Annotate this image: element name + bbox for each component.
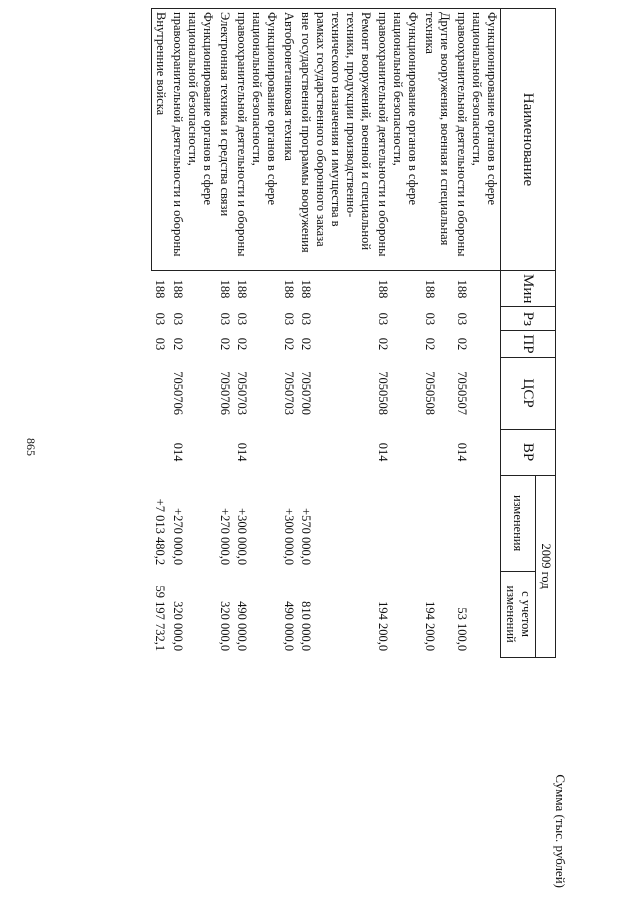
table-row [421,9,453,658]
header-with-changes: с учетом изменений [501,571,536,657]
cell-csr: 7050508 [423,371,437,415]
budget-table [151,8,556,658]
header-rz: Рз [501,307,556,331]
cell-pr: 02 [455,337,469,351]
cell-pr: 03 [153,337,168,351]
cell-total: 320 000,0 [171,601,185,652]
table-row [233,9,280,658]
units-caption: Сумма (тыс. рублей) [553,774,568,888]
cell-total: 53 100,0 [455,607,469,652]
cell-name: Электронная техника и средства связи [216,9,233,271]
cell-pr: 02 [376,337,390,351]
cell-csr: 7050507 [455,371,469,415]
cell-total: 490 000,0 [235,601,249,652]
cell-vr [216,429,233,475]
table-row [453,9,501,658]
cell-min: 188 [153,279,168,299]
cell-total: 194 200,0 [376,601,390,652]
cell-rz: 03 [235,312,249,326]
cell-csr: 7050706 [218,371,232,415]
cell-vr [297,429,374,475]
cell-csr: 7050700 [299,371,313,415]
cell-change: +570 000,0 [299,508,313,566]
header-vr: ВР [501,429,556,475]
cell-vr: 014 [376,442,390,462]
cell-total: 59 197 732,1 [153,585,168,652]
cell-name: Ремонт вооружений, военной и специальной техники, продукции производственно-технического назначения и имущества в рамках государственного оборонного заказа вне государственной программы вооружения [297,9,374,271]
header-pr: ПР [501,331,556,357]
table-row [297,9,374,658]
cell-min: 188 [299,279,313,299]
cell-rz: 03 [376,312,390,326]
cell-pr: 02 [423,337,437,351]
table-row [216,9,233,658]
cell-min: 188 [455,279,469,299]
cell-name: Другие вооружения, военная и специальная техника [421,9,453,271]
cell-total: 490 000,0 [282,601,296,652]
cell-pr: 02 [282,337,296,351]
cell-change [453,475,501,571]
cell-min: 188 [235,279,249,299]
cell-min: 188 [423,279,437,299]
table-row [374,9,421,658]
cell-change: +7 013 480,2 [153,498,168,566]
cell-change: +300 000,0 [282,508,296,566]
table-row [169,9,216,658]
cell-min: 188 [282,279,296,299]
cell-change [374,475,421,571]
table-body [152,9,501,658]
cell-csr: 7050706 [171,371,185,415]
cell-min: 188 [376,279,390,299]
cell-min: 188 [171,279,185,299]
cell-change: +300 000,0 [235,508,249,566]
cell-rz: 03 [455,312,469,326]
cell-name: Автобронетанковая техника [280,9,297,271]
cell-pr: 02 [235,337,249,351]
cell-total: 194 200,0 [423,601,437,652]
cell-vr: 014 [235,442,249,462]
cell-vr: 014 [455,442,469,462]
cell-csr: 7050703 [235,371,249,415]
cell-change: +270 000,0 [218,508,232,566]
cell-csr: 7050703 [282,371,296,415]
table-row [152,9,170,658]
cell-vr [421,429,453,475]
cell-total: 320 000,0 [218,601,232,652]
cell-change: +270 000,0 [171,508,185,566]
cell-pr: 02 [299,337,313,351]
header-row [536,9,556,658]
header-year: 2009 год [536,475,556,657]
cell-name: Функционирование органов в сфере национальной безопасности, правоохранительной деятельности и обороны [453,9,501,271]
page-number: 865 [24,438,38,456]
table-row [280,9,297,658]
cell-pr: 02 [171,337,185,351]
cell-csr [152,357,170,429]
cell-name: Функционирование органов в сфере национальной безопасности, правоохранительной деятельности и обороны [233,9,280,271]
cell-rz: 03 [153,312,168,326]
header-csr: ЦСР [501,357,556,429]
cell-name: Внутренние войска [152,9,170,271]
cell-name: Функционирование органов в сфере национальной безопасности, правоохранительной деятельности и обороны [169,9,216,271]
cell-vr [152,429,170,475]
header-changes: изменения [501,475,536,571]
cell-min: 188 [218,279,232,299]
cell-rz: 03 [171,312,185,326]
cell-csr: 7050508 [376,371,390,415]
cell-rz: 03 [299,312,313,326]
cell-change [421,475,453,571]
cell-vr [280,429,297,475]
cell-pr: 02 [218,337,232,351]
cell-total: 810 000,0 [299,601,313,652]
cell-vr: 014 [171,442,185,462]
header-min: Мин [501,271,556,307]
cell-name: Функционирование органов в сфере национальной безопасности, правоохранительной деятельности и обороны [374,9,421,271]
cell-rz: 03 [282,312,296,326]
cell-rz: 03 [423,312,437,326]
header-name: Наименование [501,9,556,271]
cell-rz: 03 [218,312,232,326]
